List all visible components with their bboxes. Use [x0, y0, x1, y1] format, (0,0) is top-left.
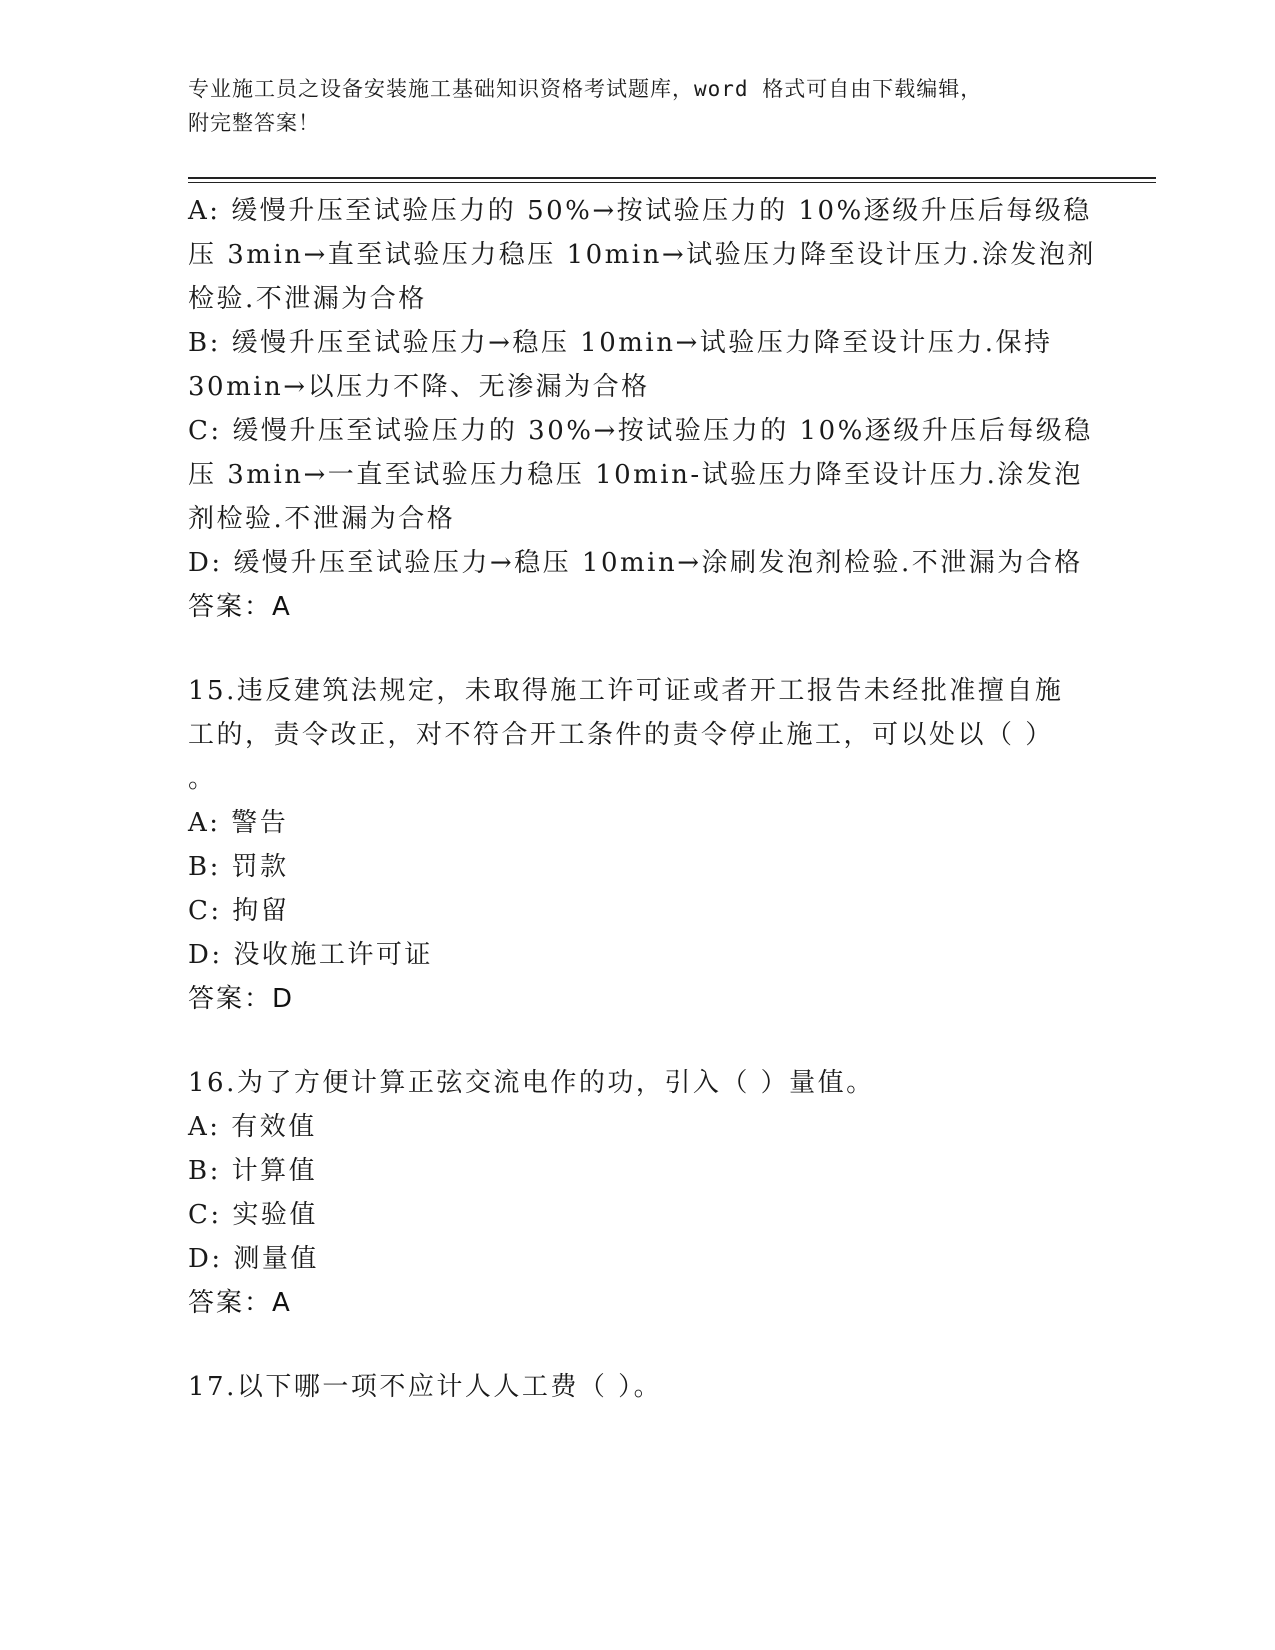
q15-option-c: C: 拘留: [188, 896, 290, 926]
header-divider-thin: [188, 182, 1156, 183]
q16-option-d: D: 测量值: [188, 1244, 319, 1274]
q16-option-c: C: 实验值: [188, 1200, 318, 1230]
q16-answer: 答案：A: [188, 1288, 292, 1318]
q15-answer: 答案：D: [188, 984, 295, 1014]
q14-option-b-line-1: B: 缓慢升压至试验压力→稳压 10min→试验压力降至设计压力.保持: [188, 328, 1053, 358]
q14-option-a-line-1: A: 缓慢升压至试验压力的 50%→按试验压力的 10%逐级升压后每级稳: [188, 196, 1092, 226]
q14-option-b-line-2: 30min→以压力不降、无渗漏为合格: [188, 372, 650, 402]
q15-question-line-1: 15.违反建筑法规定，未取得施工许可证或者开工报告未经批准擅自施: [188, 676, 1064, 706]
q14-option-a-line-3: 检验.不泄漏为合格: [188, 284, 427, 314]
q16-option-b: B: 计算值: [188, 1156, 318, 1186]
q16-option-a: A: 有效值: [188, 1112, 317, 1142]
document-header: [188, 72, 1088, 140]
q15-question-line-2: 工的，责令改正，对不符合开工条件的责令停止施工，可以处以（ ）: [188, 720, 1054, 750]
q16-question-line-1: 16.为了方便计算正弦交流电作的功，引入（ ）量值。: [188, 1068, 875, 1098]
q15-question-line-3: 。: [188, 764, 217, 794]
q14-option-c-line-2: 压 3min→一直至试验压力稳压 10min-试验压力降至设计压力.涂发泡: [188, 460, 1083, 490]
q14-option-c-line-1: C: 缓慢升压至试验压力的 30%→按试验压力的 10%逐级升压后每级稳: [188, 416, 1093, 446]
q14-option-d-line-1: D: 缓慢升压至试验压力→稳压 10min→涂刷发泡剂检验.不泄漏为合格: [188, 548, 1083, 578]
q14-option-a-line-2: 压 3min→直至试验压力稳压 10min→试验压力降至设计压力.涂发泡剂: [188, 240, 1096, 270]
header-divider-thick: [188, 177, 1156, 179]
q15-option-b: B: 罚款: [188, 852, 289, 882]
header-line-2: 附完整答案！: [188, 111, 320, 135]
q14-answer: 答案：A: [188, 592, 292, 622]
q14-option-c-line-3: 剂检验.不泄漏为合格: [188, 504, 456, 534]
header-line-1: 专业施工员之设备安装施工基础知识资格考试题库，word 格式可自由下载编辑，: [188, 77, 983, 101]
q17-question-line-1: 17.以下哪一项不应计人人工费（ ）。: [188, 1372, 663, 1402]
q15-option-a: A: 警告: [188, 808, 289, 838]
q15-option-d: D: 没收施工许可证: [188, 940, 433, 970]
